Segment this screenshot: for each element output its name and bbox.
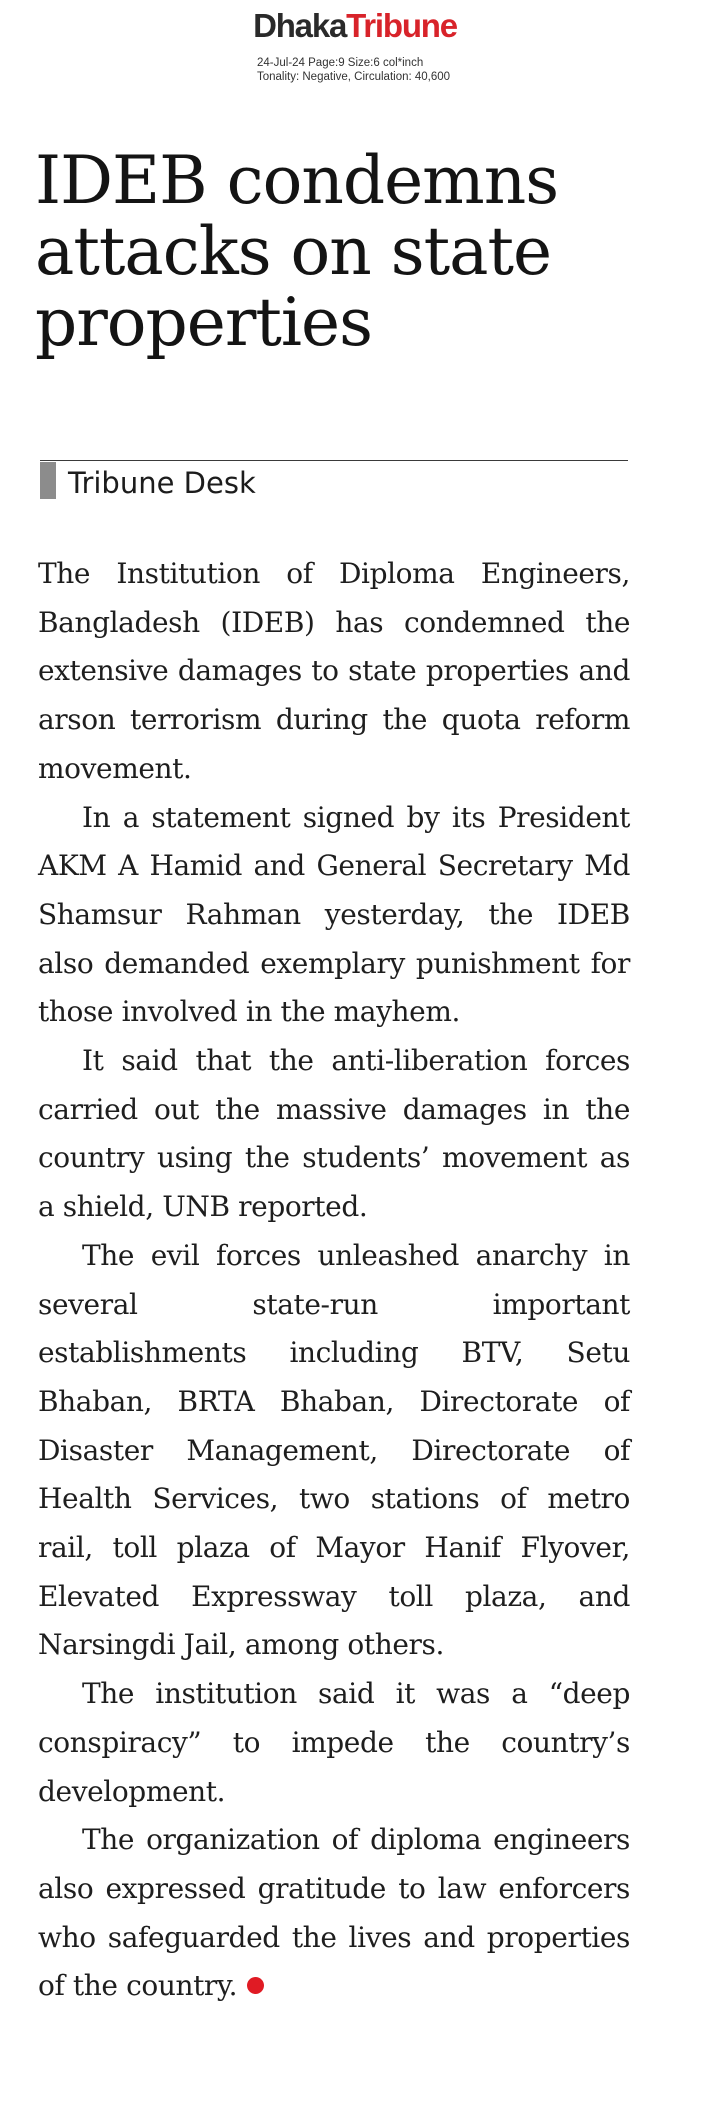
dhaka-tribune-logo (253, 6, 457, 46)
article-paragraph: In a statement signed by its President AKM A Hamid and General Secretary Md Shamsur Rahman yesterday, the IDEB also demanded exemplary punishment for those involved in the mayhem. (38, 800, 630, 1029)
byline-divider (40, 460, 628, 461)
article-paragraph-text: The organization of diploma engineers also expressed gratitude to law enforcers who safeguarded the lives and properties of the country. (38, 1823, 630, 2003)
article-paragraph-last (38, 1816, 630, 2011)
article-paragraph: The institution said it was a “deep conspiracy” to impede the country’s development. (38, 1677, 630, 1808)
clipping-meta-date-size: 24-Jul-24 Page:9 Size:6 col*inch (257, 57, 424, 69)
article-paragraph: The Institution of Diploma Engineers, Bangladesh (IDEB) has condemned the extensive damages to state properties and arson terrorism during the quota reform movement. (38, 557, 630, 785)
article-headline: IDEB condemns attacks on state properties (35, 142, 559, 361)
article-paragraph: It said that the anti-liberation forces carried out the massive damages in the country using the students’ movement as a shield, UNB reported. (38, 1044, 630, 1224)
logo-dhaka: Dhaka (253, 7, 347, 44)
logo-tribune: Tribune (346, 7, 457, 44)
masthead (0, 6, 702, 46)
article-body (38, 550, 630, 2011)
clipping-meta-tonality: Tonality: Negative, Circulation: 40,600 (257, 71, 451, 83)
article-paragraph: The evil forces unleashed anarchy in several state-run important establishments including BTV, Setu Bhaban, BRTA Bhaban, Directorate of Disaster Management, Directorate of Health Services, two stations of metro rail, toll plaza of Mayor Hanif Flyover, Elevated Expressway toll plaza, and Narsingdi Jail, among others. (38, 1238, 630, 1662)
byline-accent-bar (40, 462, 56, 499)
end-of-article-dot-icon (247, 1977, 264, 1994)
byline: Tribune Desk (68, 466, 256, 500)
clipping-meta (257, 56, 450, 84)
